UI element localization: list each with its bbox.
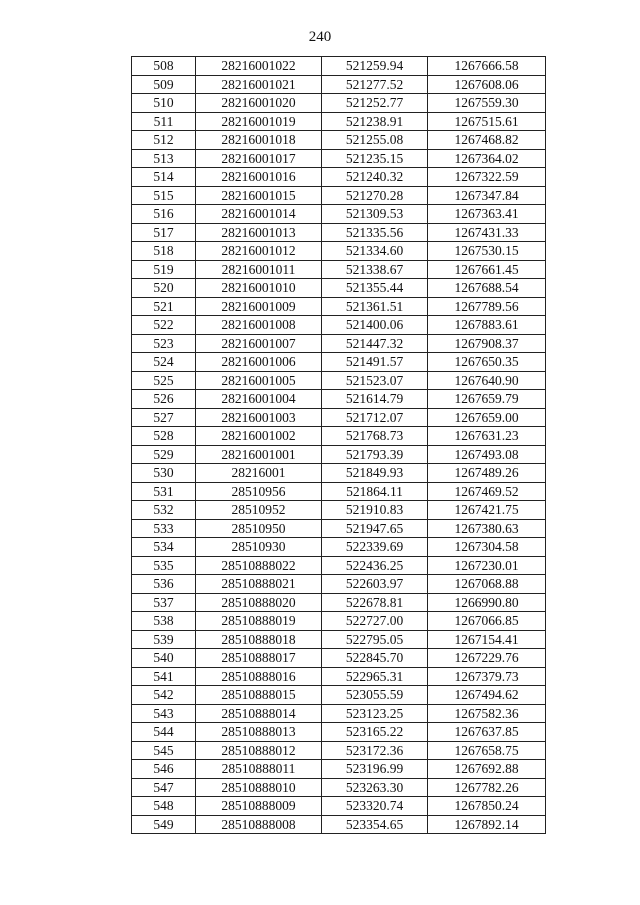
coordinates-table: [131, 56, 546, 834]
table-row: [132, 797, 546, 816]
y-coordinate-cell: 1267582.36: [428, 704, 546, 723]
row-index-cell: 543: [132, 704, 196, 723]
y-coordinate-cell: 1267530.15: [428, 242, 546, 261]
point-id-cell: 28510888017: [196, 649, 322, 668]
point-id-cell: 28510888022: [196, 556, 322, 575]
point-id-cell: 28216001020: [196, 94, 322, 113]
y-coordinate-cell: 1267421.75: [428, 501, 546, 520]
row-index-cell: 541: [132, 667, 196, 686]
row-index-cell: 530: [132, 464, 196, 483]
row-index-cell: 515: [132, 186, 196, 205]
row-index-cell: 514: [132, 168, 196, 187]
x-coordinate-cell: 521523.07: [322, 371, 428, 390]
point-id-cell: 28510888012: [196, 741, 322, 760]
row-index-cell: 547: [132, 778, 196, 797]
x-coordinate-cell: 523172.36: [322, 741, 428, 760]
point-id-cell: 28510952: [196, 501, 322, 520]
point-id-cell: 28216001013: [196, 223, 322, 242]
point-id-cell: 28216001014: [196, 205, 322, 224]
row-index-cell: 544: [132, 723, 196, 742]
x-coordinate-cell: 522436.25: [322, 556, 428, 575]
table-row: [132, 57, 546, 76]
point-id-cell: 28216001012: [196, 242, 322, 261]
x-coordinate-cell: 521793.39: [322, 445, 428, 464]
table-row: [132, 704, 546, 723]
row-index-cell: 524: [132, 353, 196, 372]
row-index-cell: 519: [132, 260, 196, 279]
row-index-cell: 510: [132, 94, 196, 113]
table-row: [132, 297, 546, 316]
point-id-cell: 28216001010: [196, 279, 322, 298]
x-coordinate-cell: 522965.31: [322, 667, 428, 686]
y-coordinate-cell: 1267608.06: [428, 75, 546, 94]
row-index-cell: 540: [132, 649, 196, 668]
row-index-cell: 548: [132, 797, 196, 816]
table-row: [132, 649, 546, 668]
x-coordinate-cell: 523263.30: [322, 778, 428, 797]
row-index-cell: 526: [132, 390, 196, 409]
point-id-cell: 28510888008: [196, 815, 322, 834]
point-id-cell: 28216001003: [196, 408, 322, 427]
table-row: [132, 630, 546, 649]
table-row: [132, 501, 546, 520]
row-index-cell: 537: [132, 593, 196, 612]
point-id-cell: 28216001019: [196, 112, 322, 131]
y-coordinate-cell: 1267068.88: [428, 575, 546, 594]
x-coordinate-cell: 522727.00: [322, 612, 428, 631]
table-row: [132, 686, 546, 705]
y-coordinate-cell: 1267379.73: [428, 667, 546, 686]
y-coordinate-cell: 1267347.84: [428, 186, 546, 205]
x-coordinate-cell: 521849.93: [322, 464, 428, 483]
x-coordinate-cell: 521235.15: [322, 149, 428, 168]
page-number: 240: [308, 29, 332, 45]
y-coordinate-cell: 1267631.23: [428, 427, 546, 446]
y-coordinate-cell: 1267469.52: [428, 482, 546, 501]
table-row: [132, 205, 546, 224]
x-coordinate-cell: 521910.83: [322, 501, 428, 520]
y-coordinate-cell: 1267637.85: [428, 723, 546, 742]
x-coordinate-cell: 522339.69: [322, 538, 428, 557]
table-row: [132, 94, 546, 113]
y-coordinate-cell: 1267494.62: [428, 686, 546, 705]
point-id-cell: 28216001017: [196, 149, 322, 168]
x-coordinate-cell: 521361.51: [322, 297, 428, 316]
y-coordinate-cell: 1267782.26: [428, 778, 546, 797]
point-id-cell: 28216001002: [196, 427, 322, 446]
y-coordinate-cell: 1267658.75: [428, 741, 546, 760]
x-coordinate-cell: 521259.94: [322, 57, 428, 76]
row-index-cell: 534: [132, 538, 196, 557]
x-coordinate-cell: 523055.59: [322, 686, 428, 705]
x-coordinate-cell: 521270.28: [322, 186, 428, 205]
table-row: [132, 334, 546, 353]
row-index-cell: 535: [132, 556, 196, 575]
x-coordinate-cell: 521238.91: [322, 112, 428, 131]
x-coordinate-cell: 523123.25: [322, 704, 428, 723]
y-coordinate-cell: 1267489.26: [428, 464, 546, 483]
table-row: [132, 667, 546, 686]
x-coordinate-cell: 521614.79: [322, 390, 428, 409]
y-coordinate-cell: 1267431.33: [428, 223, 546, 242]
y-coordinate-cell: 1267688.54: [428, 279, 546, 298]
table-row: [132, 149, 546, 168]
table-row: [132, 260, 546, 279]
table-row: [132, 575, 546, 594]
point-id-cell: 28510888010: [196, 778, 322, 797]
x-coordinate-cell: 521400.06: [322, 316, 428, 335]
row-index-cell: 523: [132, 334, 196, 353]
y-coordinate-cell: 1267364.02: [428, 149, 546, 168]
table-row: [132, 408, 546, 427]
y-coordinate-cell: 1267908.37: [428, 334, 546, 353]
y-coordinate-cell: 1267692.88: [428, 760, 546, 779]
x-coordinate-cell: 521355.44: [322, 279, 428, 298]
table-row: [132, 760, 546, 779]
y-coordinate-cell: 1267468.82: [428, 131, 546, 150]
point-id-cell: 28216001021: [196, 75, 322, 94]
row-index-cell: 539: [132, 630, 196, 649]
x-coordinate-cell: 521947.65: [322, 519, 428, 538]
x-coordinate-cell: 522845.70: [322, 649, 428, 668]
y-coordinate-cell: 1267229.76: [428, 649, 546, 668]
row-index-cell: 545: [132, 741, 196, 760]
table-row: [132, 723, 546, 742]
table-row: [132, 741, 546, 760]
coordinates-table-body: [132, 57, 546, 834]
x-coordinate-cell: 521334.60: [322, 242, 428, 261]
point-id-cell: 28510888009: [196, 797, 322, 816]
x-coordinate-cell: 523165.22: [322, 723, 428, 742]
point-id-cell: 28510888015: [196, 686, 322, 705]
table-row: [132, 519, 546, 538]
row-index-cell: 531: [132, 482, 196, 501]
point-id-cell: 28216001: [196, 464, 322, 483]
y-coordinate-cell: 1267380.63: [428, 519, 546, 538]
row-index-cell: 521: [132, 297, 196, 316]
table-row: [132, 464, 546, 483]
row-index-cell: 529: [132, 445, 196, 464]
table-row: [132, 186, 546, 205]
x-coordinate-cell: 521309.53: [322, 205, 428, 224]
row-index-cell: 513: [132, 149, 196, 168]
table-row: [132, 353, 546, 372]
point-id-cell: 28216001016: [196, 168, 322, 187]
x-coordinate-cell: 523320.74: [322, 797, 428, 816]
point-id-cell: 28510888011: [196, 760, 322, 779]
y-coordinate-cell: 1267789.56: [428, 297, 546, 316]
table-row: [132, 390, 546, 409]
y-coordinate-cell: 1267659.00: [428, 408, 546, 427]
y-coordinate-cell: 1267666.58: [428, 57, 546, 76]
point-id-cell: 28216001015: [196, 186, 322, 205]
row-index-cell: 522: [132, 316, 196, 335]
y-coordinate-cell: 1267066.85: [428, 612, 546, 631]
x-coordinate-cell: 521277.52: [322, 75, 428, 94]
table-row: [132, 538, 546, 557]
y-coordinate-cell: 1267515.61: [428, 112, 546, 131]
point-id-cell: 28510888019: [196, 612, 322, 631]
x-coordinate-cell: 521240.32: [322, 168, 428, 187]
table-row: [132, 482, 546, 501]
point-id-cell: 28510930: [196, 538, 322, 557]
x-coordinate-cell: 521864.11: [322, 482, 428, 501]
x-coordinate-cell: 521768.73: [322, 427, 428, 446]
y-coordinate-cell: 1267659.79: [428, 390, 546, 409]
table-row: [132, 316, 546, 335]
y-coordinate-cell: 1267892.14: [428, 815, 546, 834]
row-index-cell: 542: [132, 686, 196, 705]
point-id-cell: 28510888020: [196, 593, 322, 612]
table-row: [132, 612, 546, 631]
x-coordinate-cell: 521335.56: [322, 223, 428, 242]
x-coordinate-cell: 521712.07: [322, 408, 428, 427]
y-coordinate-cell: 1267850.24: [428, 797, 546, 816]
point-id-cell: 28216001006: [196, 353, 322, 372]
y-coordinate-cell: 1267154.41: [428, 630, 546, 649]
x-coordinate-cell: 523196.99: [322, 760, 428, 779]
point-id-cell: 28216001004: [196, 390, 322, 409]
point-id-cell: 28510888014: [196, 704, 322, 723]
point-id-cell: 28216001009: [196, 297, 322, 316]
table-row: [132, 445, 546, 464]
y-coordinate-cell: 1267640.90: [428, 371, 546, 390]
x-coordinate-cell: 521447.32: [322, 334, 428, 353]
table-row: [132, 815, 546, 834]
row-index-cell: 532: [132, 501, 196, 520]
row-index-cell: 533: [132, 519, 196, 538]
table-row: [132, 131, 546, 150]
row-index-cell: 536: [132, 575, 196, 594]
table-row: [132, 427, 546, 446]
point-id-cell: 28216001007: [196, 334, 322, 353]
table-row: [132, 371, 546, 390]
row-index-cell: 518: [132, 242, 196, 261]
point-id-cell: 28510888016: [196, 667, 322, 686]
table-row: [132, 593, 546, 612]
y-coordinate-cell: 1267661.45: [428, 260, 546, 279]
point-id-cell: 28510950: [196, 519, 322, 538]
row-index-cell: 546: [132, 760, 196, 779]
row-index-cell: 517: [132, 223, 196, 242]
x-coordinate-cell: 521338.67: [322, 260, 428, 279]
x-coordinate-cell: 521255.08: [322, 131, 428, 150]
y-coordinate-cell: 1267363.41: [428, 205, 546, 224]
row-index-cell: 538: [132, 612, 196, 631]
x-coordinate-cell: 522795.05: [322, 630, 428, 649]
table-row: [132, 242, 546, 261]
point-id-cell: 28510888018: [196, 630, 322, 649]
y-coordinate-cell: 1267650.35: [428, 353, 546, 372]
point-id-cell: 28510888021: [196, 575, 322, 594]
point-id-cell: 28216001008: [196, 316, 322, 335]
y-coordinate-cell: 1267559.30: [428, 94, 546, 113]
table-row: [132, 112, 546, 131]
table-row: [132, 778, 546, 797]
point-id-cell: 28216001018: [196, 131, 322, 150]
row-index-cell: 525: [132, 371, 196, 390]
x-coordinate-cell: 521252.77: [322, 94, 428, 113]
x-coordinate-cell: 522678.81: [322, 593, 428, 612]
point-id-cell: 28216001001: [196, 445, 322, 464]
row-index-cell: 512: [132, 131, 196, 150]
row-index-cell: 509: [132, 75, 196, 94]
row-index-cell: 511: [132, 112, 196, 131]
table-row: [132, 75, 546, 94]
point-id-cell: 28510956: [196, 482, 322, 501]
point-id-cell: 28216001022: [196, 57, 322, 76]
x-coordinate-cell: 523354.65: [322, 815, 428, 834]
table-row: [132, 556, 546, 575]
y-coordinate-cell: 1267230.01: [428, 556, 546, 575]
x-coordinate-cell: 521491.57: [322, 353, 428, 372]
point-id-cell: 28216001011: [196, 260, 322, 279]
row-index-cell: 549: [132, 815, 196, 834]
table-row: [132, 279, 546, 298]
table-row: [132, 168, 546, 187]
point-id-cell: 28216001005: [196, 371, 322, 390]
y-coordinate-cell: 1267883.61: [428, 316, 546, 335]
y-coordinate-cell: 1266990.80: [428, 593, 546, 612]
row-index-cell: 527: [132, 408, 196, 427]
x-coordinate-cell: 522603.97: [322, 575, 428, 594]
row-index-cell: 516: [132, 205, 196, 224]
point-id-cell: 28510888013: [196, 723, 322, 742]
row-index-cell: 508: [132, 57, 196, 76]
table-row: [132, 223, 546, 242]
row-index-cell: 520: [132, 279, 196, 298]
y-coordinate-cell: 1267493.08: [428, 445, 546, 464]
y-coordinate-cell: 1267322.59: [428, 168, 546, 187]
row-index-cell: 528: [132, 427, 196, 446]
y-coordinate-cell: 1267304.58: [428, 538, 546, 557]
